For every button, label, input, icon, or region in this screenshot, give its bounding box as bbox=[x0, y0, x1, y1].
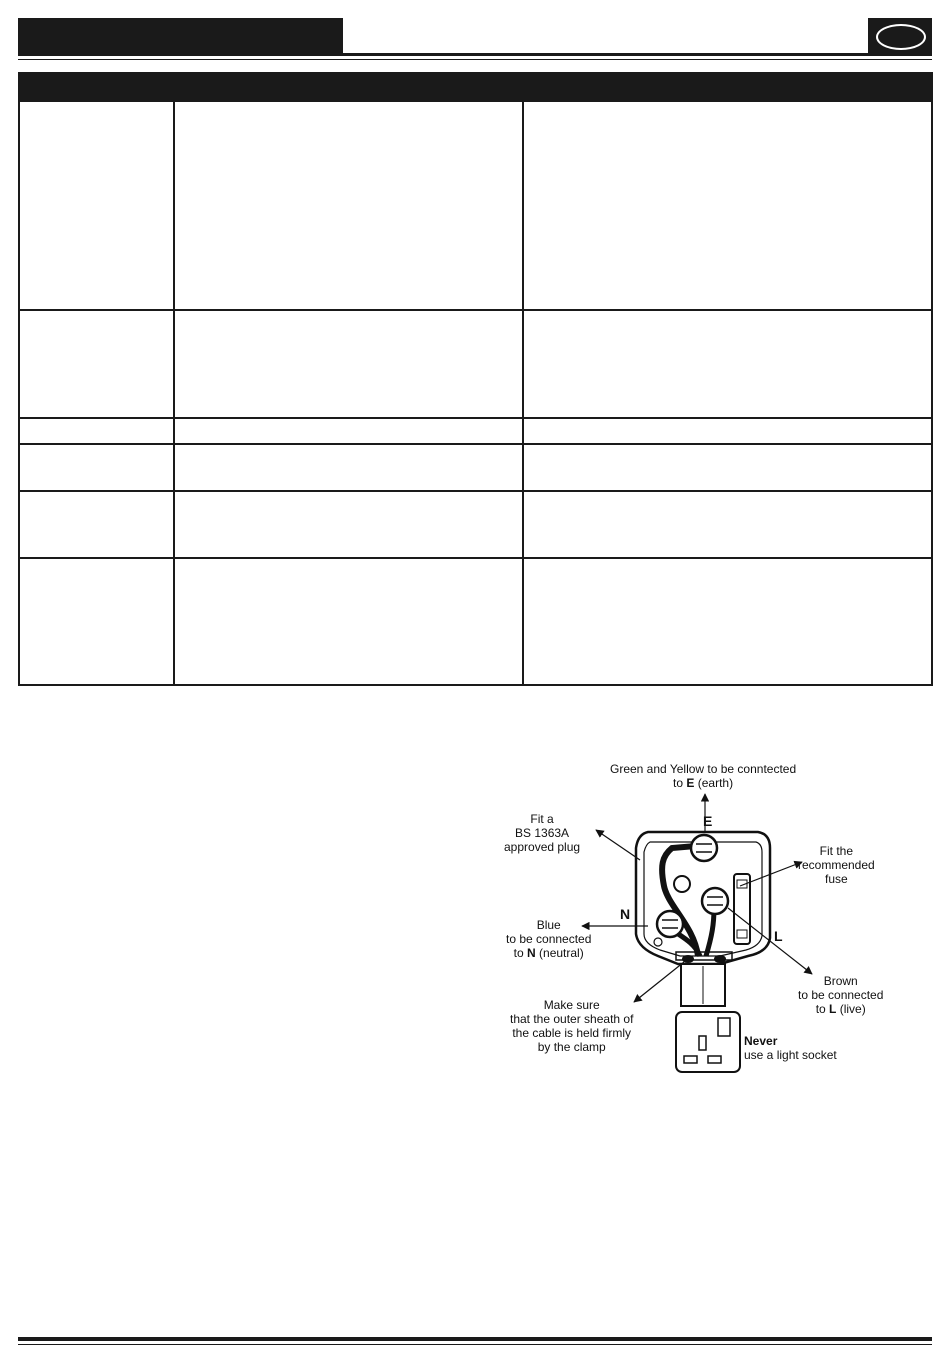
fuse-label-line3: fuse bbox=[825, 872, 848, 886]
table-column-divider bbox=[173, 74, 175, 684]
approved-plug-label bbox=[504, 812, 580, 854]
troubleshooting-table bbox=[18, 72, 933, 686]
clamp-label-line2: that the outer sheath of bbox=[510, 1012, 634, 1026]
clamp-label-line4: by the clamp bbox=[537, 1040, 606, 1054]
fuse-label-line1: Fit the bbox=[819, 844, 854, 858]
table-row-divider bbox=[20, 443, 931, 445]
header-title-bar bbox=[18, 18, 343, 54]
plug-label-line1: Fit a bbox=[530, 812, 554, 826]
footer-rule-thin bbox=[18, 1344, 932, 1345]
plug-wiring-diagram bbox=[498, 756, 888, 1086]
light-socket-warning bbox=[744, 1034, 837, 1062]
terminal-n-label: N bbox=[620, 906, 631, 922]
table-column-divider bbox=[522, 74, 524, 684]
live-label-line1: Brown bbox=[823, 974, 858, 988]
plug-label-line2: BS 1363A bbox=[515, 826, 570, 840]
live-label-line3: to L (live) bbox=[815, 1002, 866, 1016]
clamp-label bbox=[510, 998, 633, 1054]
fuse-label bbox=[798, 844, 875, 886]
live-label-line2: to be connected bbox=[798, 988, 884, 1002]
clamp-label-line3: the cable is held firmly bbox=[512, 1026, 632, 1040]
language-oval bbox=[876, 24, 926, 50]
live-wire-label bbox=[798, 974, 883, 1016]
table-row-divider bbox=[20, 490, 931, 492]
table-row-divider bbox=[20, 309, 931, 311]
socket-warning-bold: Never bbox=[744, 1034, 778, 1048]
footer-rule bbox=[18, 1337, 932, 1341]
socket-warning-line2: use a light socket bbox=[744, 1048, 837, 1062]
neutral-label-line2: to be connected bbox=[506, 932, 592, 946]
terminal-e-label: E bbox=[703, 813, 713, 829]
plug-label-line3: approved plug bbox=[504, 840, 581, 854]
header-rule-thin bbox=[18, 59, 932, 60]
neutral-label-line1: Blue bbox=[536, 918, 561, 932]
fuse-label-line2: recommended bbox=[798, 858, 875, 872]
header-rule bbox=[18, 53, 932, 56]
earth-wire-label bbox=[610, 762, 796, 790]
earth-label-line1: Green and Yellow to be conntected bbox=[610, 762, 797, 776]
table-header-row bbox=[20, 74, 931, 102]
terminal-l-label: L bbox=[774, 928, 783, 944]
table-row-divider bbox=[20, 557, 931, 559]
earth-label-line2: to E (earth) bbox=[673, 776, 734, 790]
neutral-label-line3: to N (neutral) bbox=[513, 946, 584, 960]
clamp-label-line1: Make sure bbox=[543, 998, 600, 1012]
language-badge bbox=[868, 18, 932, 54]
table-row-divider bbox=[20, 417, 931, 419]
neutral-wire-label bbox=[506, 918, 591, 960]
